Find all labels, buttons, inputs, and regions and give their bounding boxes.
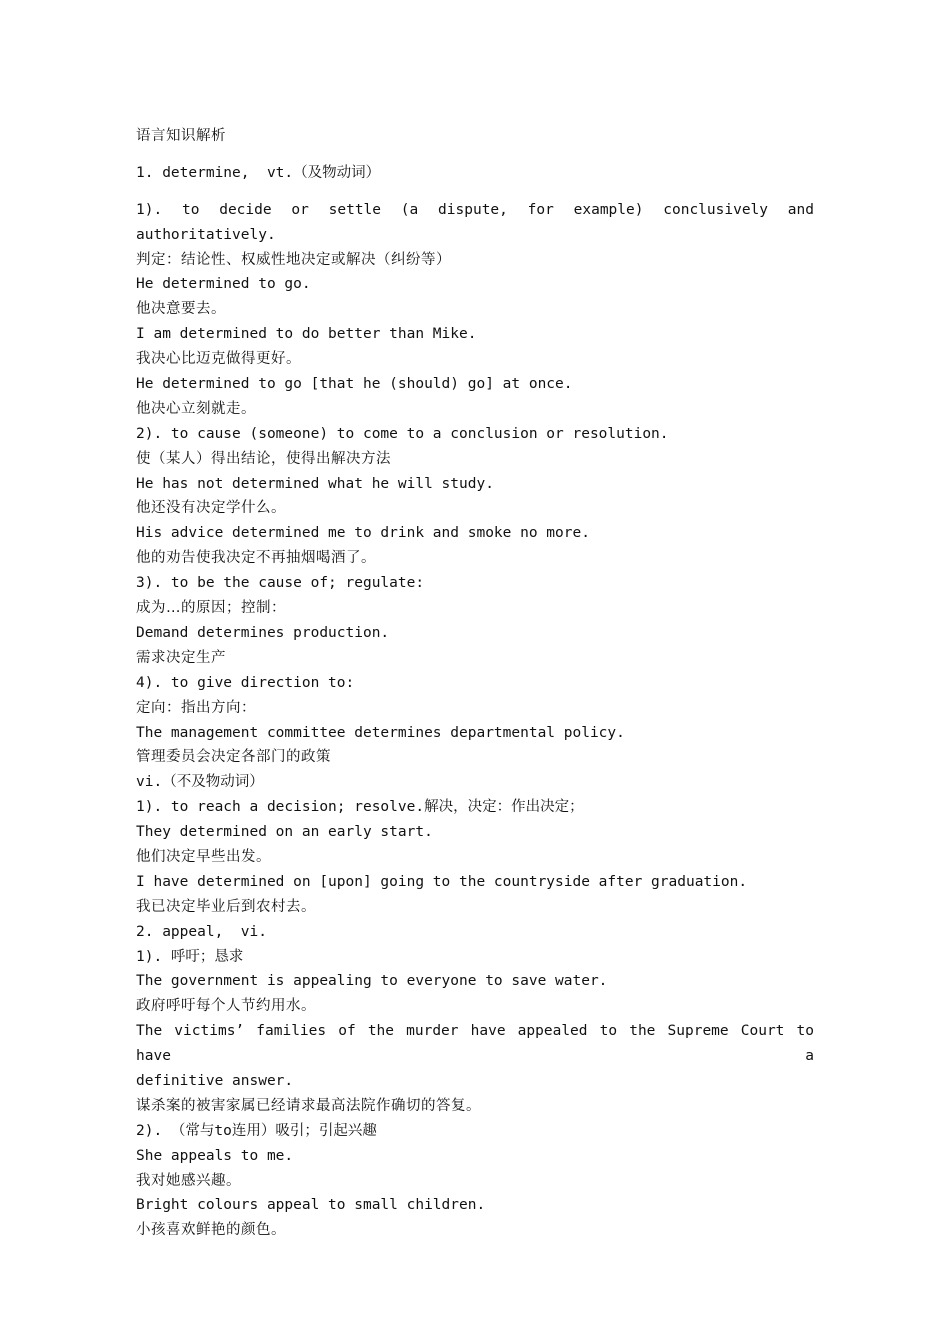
example-en: definitive answer. (136, 1073, 294, 1089)
example-en: He has not determined what he will study. (136, 475, 494, 492)
example-en: The management committee determines departmental policy. (136, 724, 625, 741)
vi-heading: vi.（不及物动词） (136, 774, 264, 791)
example-cn: 需求决定生产 (136, 649, 226, 666)
definition-cn: 成为…的原因；控制： (136, 600, 286, 617)
section-heading-appeal: 2. appeal, vi. (136, 923, 267, 940)
example-cn: 我对她感兴趣。 (136, 1172, 241, 1189)
definition-line: 2). to cause (someone) to come to a conclusion or resolution. (136, 425, 669, 442)
example-en: They determined on an early start. (136, 824, 433, 841)
example-cn: 小孩喜欢鲜艳的颜色。 (136, 1222, 286, 1239)
example-en: Bright colours appeal to small children. (136, 1197, 486, 1214)
example-en: The government is appealing to everyone to save water. (136, 973, 608, 990)
example-en: He determined to go [that he (should) go] at once. (136, 376, 573, 393)
example-cn: 我已决定毕业后到农村去。 (136, 898, 316, 915)
example-en: I have determined on [upon] going to the countryside after graduation. (136, 873, 748, 890)
example-cn: 他们决定早些出发。 (136, 848, 271, 865)
example-cn: 他还没有决定学什么。 (136, 500, 286, 517)
example-en: She appeals to me. (136, 1147, 294, 1164)
example-en: He determined to go. (136, 276, 311, 293)
example-cn: 他决心立刻就走。 (136, 400, 256, 417)
definition-line: 1). 呼吁；恳求 (136, 948, 244, 965)
definition-line: authoritatively. (136, 226, 276, 243)
example-cn: 我决心比迈克做得更好。 (136, 351, 301, 368)
definition-cn: 使（某人）得出结论，使得出解决方法 (136, 450, 391, 467)
definition-cn: 定向：指出方向： (136, 699, 256, 716)
example-cn: 管理委员会决定各部门的政策 (136, 749, 331, 766)
section-heading-determine: 1. determine, vt.（及物动词） (136, 164, 381, 181)
example-en: I am determined to do better than Mike. (136, 326, 477, 343)
definition-line: 4). to give direction to: (136, 674, 355, 691)
document-body (136, 124, 814, 1243)
example-cn: 谋杀案的被害家属已经请求最高法院作确切的答复。 (136, 1097, 481, 1114)
example-cn: 他的劝告使我决定不再抽烟喝酒了。 (136, 550, 376, 567)
definition-line: 2). （常与to连用）吸引；引起兴趣 (136, 1122, 377, 1139)
definition-line: 3). to be the cause of; regulate: (136, 575, 425, 592)
example-en: The victims’ families of the murder have appealed to the Supreme Court to have a (136, 1023, 814, 1065)
doc-title: 语言知识解析 (136, 128, 226, 144)
example-en: Demand determines production. (136, 624, 390, 641)
definition-cn: 判定：结论性、权威性地决定或解决（纠纷等） (136, 251, 451, 268)
definition-line: 1). to decide or settle (a dispute, for example) conclusively and (136, 201, 814, 218)
definition-line: 1). to reach a decision; resolve.解决，决定：作出决定； (136, 799, 584, 816)
example-cn: 政府呼吁每个人节约用水。 (136, 998, 316, 1015)
example-en: His advice determined me to drink and smoke no more. (136, 525, 590, 542)
example-cn: 他决意要去。 (136, 301, 226, 318)
